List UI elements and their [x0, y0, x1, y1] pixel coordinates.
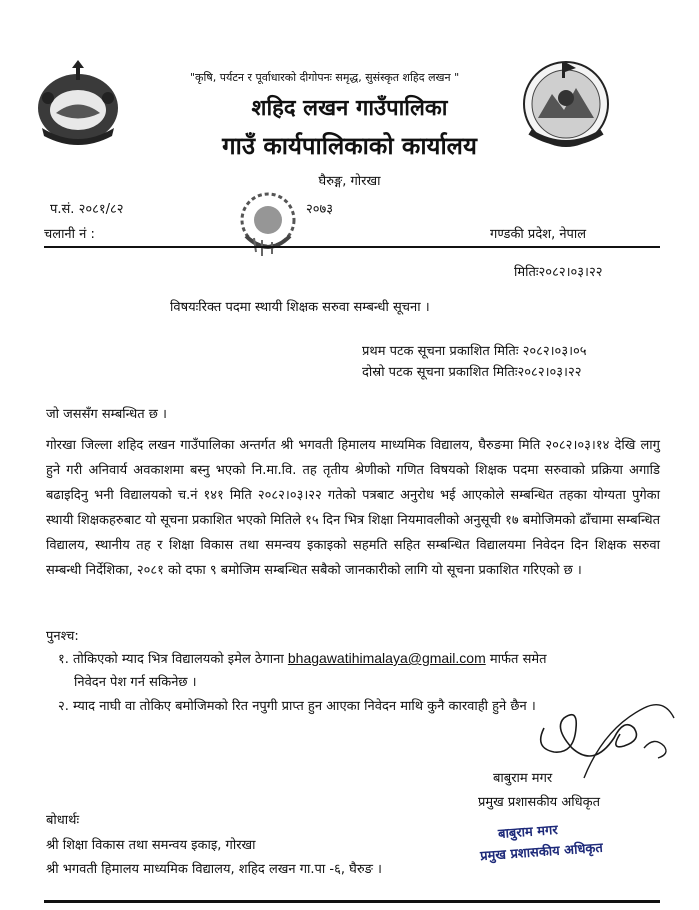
establishment-year: २०७३	[306, 202, 334, 217]
postscript-label: पुनश्च:	[46, 629, 79, 644]
province-text: गण्डकी प्रदेश, नेपाल	[490, 227, 587, 242]
signer-title: प्रमुख प्रशासकीय अधिकृत	[478, 795, 601, 810]
municipality-title: शहिद लखन गाउँपालिका	[251, 96, 448, 121]
second-publish-date: दोस्रो पटक सूचना प्रकाशित मितिः२०८२।०३।२२	[362, 365, 582, 380]
salutation: जो जससँग सम्बन्धित छ ।	[46, 407, 167, 422]
motto-text: "कृषि, पर्यटन र पूर्वाधारको दीगोपनः समृद्ध, सुसंस्कृत शहिद लखन "	[190, 71, 460, 84]
first-publish-date: प्रथम पटक सूचना प्रकाशित मितिः २०८२।०३।०५	[362, 344, 587, 359]
postscript-item-1	[58, 649, 547, 667]
letter-subject: विषयःरिक्त पदमा स्थायी शिक्षक सरुवा सम्बन्धी सूचना ।	[170, 300, 430, 315]
letter-date: मितिः२०८२।०३।२२	[514, 265, 603, 280]
signer-name: बाबुराम मगर	[493, 771, 553, 786]
cc-label: बोधार्थः	[46, 813, 80, 828]
postscript-item-2: २. म्याद नाघी वा तोकिए बमोजिमको रित नपुगी प्राप्त हुन आएका निवेदन माथि कुनै कारवाही हुने छैन ।	[58, 699, 536, 714]
dispatch-number-label: चलानी नं :	[44, 227, 95, 242]
postscript-1-prefix: १. तोकिएको म्याद भित्र विद्यालयको इमेल ठेगाना	[58, 652, 284, 667]
school-email-link[interactable]: bhagawatihimalaya@gmail.com	[287, 650, 486, 666]
stamp-title: प्रमुख प्रशासकीय अधिकृत	[479, 840, 604, 865]
cc-recipient-1: श्री शिक्षा विकास तथा समन्वय इकाइ, गोरखा	[46, 838, 256, 853]
office-title: गाउँ कार्यपालिकाको कार्यालय	[222, 132, 477, 160]
header-divider	[44, 246, 660, 248]
postscript-item-1-line2: निवेदन पेश गर्न सकिनेछ ।	[74, 675, 197, 690]
fiscal-year: प.सं. २०८१/८२	[50, 202, 124, 217]
stamp-name: बाबुराम मगर	[497, 822, 559, 843]
footer-divider	[44, 900, 660, 903]
cc-recipient-2: श्री भगवती हिमालय माध्यमिक विद्यालय, शहिद लखन गा.पा -६, घैरुङ ।	[46, 862, 382, 877]
postscript-1-suffix: मार्फत समेत	[489, 652, 547, 667]
notice-body: गोरखा जिल्ला शहिद लखन गाउँपालिका अन्तर्गत श्री भगवती हिमालय माध्यमिक विद्यालय, घैरुङमा मिति २०८२।०३।१४ देखि लागु हुने गरी अनिवार्य अवकाशमा बस्नु भएको नि.मा.वि. तह तृतीय श्रेणीको गणित विषयको शिक्षक पदमा सरुवाको प्रक्रिया अगाडि बढाइदिनु भनी विद्यालयको च.नं १४१ मिति २०८२।०३।२२ गतेको पत्रबाट अनुरोध भई आएकोले सम्बन्धित तहका योग्यता पुगेका स्थायी शिक्षकहरुबाट यो सूचना प्रकाशित भएको मितिले १५ दिन भित्र शिक्षा नियमावलीको अनुसूची १७ बमोजिमको ढाँचामा सम्बन्धित विद्यालय, स्थानीय तह र शिक्षा विकास तथा समन्वय इकाइको सहमति सहित सम्बन्धित विद्यालयमा निवेदन दिन शिक्षक सरुवा सम्बन्धी निर्देशिका, २०८१ को दफा ९ बमोजिम सम्बन्धित सबैको जानकारीको लागि यो सूचना प्रकाशित गरिएको छ ।	[46, 438, 661, 578]
office-address: घैरुङ्ग, गोरखा	[318, 174, 381, 189]
